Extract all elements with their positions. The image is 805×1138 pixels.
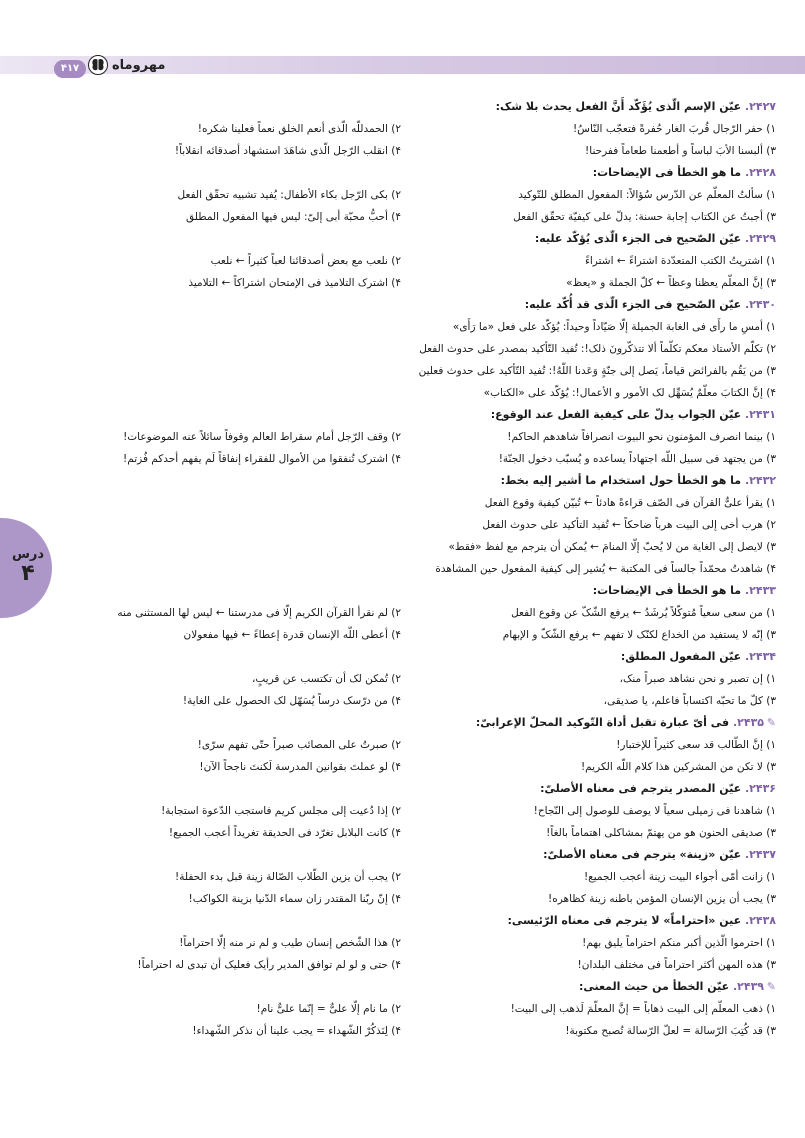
pencil-icon: ✎: [766, 716, 776, 729]
question-number: ۲۴۳۶.: [744, 782, 776, 795]
options-row: [26, 206, 776, 228]
question-q2428: [26, 162, 776, 228]
question-number: ۲۴۲۸.: [744, 166, 776, 179]
answer-option[interactable]: ۴) إنّ ربّنا المقتدر زان سماء الدّنیا بزینة الکواکب!: [188, 893, 401, 905]
pencil-icon: ✎: [766, 980, 776, 993]
question-header: [26, 228, 776, 250]
answer-option[interactable]: ۲) نلعب مع بعض أصدقائنا لعباً کثیراً ← نلعب: [210, 255, 401, 267]
answer-option[interactable]: ۲) إذا دُعیت إلی مجلس کریم فاستجب الدّعوة استجابة!: [161, 805, 401, 817]
brand-name: مهروماه: [112, 58, 166, 73]
answer-option[interactable]: ۳) لا تکن من المشرکین هذا کلام اللّه الکریم!: [580, 761, 776, 773]
answer-option[interactable]: ۲) الحمدللّه الّذی أنعم الخلق نعماً فعلینا شکره!: [197, 123, 401, 135]
answer-option[interactable]: ۴) لو عملتَ بقوانین المدرسة لَکنتَ ناجحاً الآن!: [199, 761, 401, 773]
options-row: [26, 734, 776, 756]
answer-option[interactable]: ۳) ألبسنا الأبَ لباساً و أطعمنا طعاماً ففرحنا!: [585, 145, 776, 157]
options-row: [26, 888, 776, 910]
question-title: عیّن الخطأ من حیث المعنی:: [578, 980, 730, 993]
options-row: [26, 448, 776, 470]
options-row: [26, 536, 776, 558]
answer-option[interactable]: ۴) لِنَذکُرْ الشّهداء = یجب علینا أن نذکر الشّهداء!: [192, 1025, 401, 1037]
question-header: [26, 646, 776, 668]
options-row: [26, 382, 776, 404]
options-row: [26, 272, 776, 294]
question-number: ۲۴۳۲.: [744, 474, 776, 487]
options-row: [26, 140, 776, 162]
question-q2430: [26, 294, 776, 404]
question-header: [26, 580, 776, 602]
question-number: ۲۴۳۴.: [744, 650, 776, 663]
question-q2439: [26, 976, 776, 1042]
answer-option[interactable]: ۱) أمسِ ما رأَی فی الغابة الجمیلة إلّا صَیّاداً وحیداً: یُؤکّد علی فعل «ما رَأَی»: [452, 321, 776, 333]
answer-option[interactable]: ۲) هذا الشّخص إنسان طیب و لم نر منه إلّا احتراماً!: [179, 937, 401, 949]
options-row: [26, 492, 776, 514]
question-title: عیّن «زینة» یترجم فی معناه الأصلیّ:: [543, 848, 742, 861]
question-title: ما هو الخطأ فی الإیضاحات:: [592, 166, 742, 179]
question-number: ۲۴۳۱.: [744, 408, 776, 421]
question-header: [26, 294, 776, 316]
question-number: ۲۴۲۷.: [744, 100, 776, 113]
question-q2427: [26, 96, 776, 162]
options-row: [26, 998, 776, 1020]
options-row: [26, 1020, 776, 1042]
answer-option[interactable]: ۱) إنَّ الطّالب قد سعی کثیراً للإختبار!: [616, 739, 776, 751]
questions-content: [26, 96, 776, 1042]
options-row: [26, 800, 776, 822]
question-q2433: [26, 580, 776, 646]
options-row: [26, 360, 776, 382]
question-q2429: [26, 228, 776, 294]
answer-option[interactable]: ۴) اشترک تُنفقوا من الأموال للفقراء إنفاقاً لَم یفهم أحدکم فُزتم!: [123, 453, 401, 465]
answer-option[interactable]: ۴) شاهدتُ محمّداً جالساً فی المکتبة ← یُشیر إلی کیفیة المفعول حین المشاهدة: [435, 563, 776, 575]
answer-option[interactable]: ۳) من یَقُم بالفرائض قیاماً، یَصل إلی جنّةٍ وَعَدنا اللّهُ!: تُفید التّأکید علی حدوث فعلین: [418, 365, 776, 377]
question-header: [26, 778, 776, 800]
options-row: [26, 822, 776, 844]
answer-option[interactable]: ۴) انقلب الرّجل الّذی شاهَدَ استشهاد أصدقائه انقلاباً!: [174, 145, 401, 157]
question-header: [26, 470, 776, 492]
answer-option[interactable]: ۴) کانت البلابل تغرّد فی الحدیقة تغریداً أعجب الجمیع!: [168, 827, 401, 839]
options-row: [26, 426, 776, 448]
answer-option[interactable]: ۳) من یجتهد فی سبیل اللّه اجتهاداً یساعده و یُسبّب دخول الجنّة!: [498, 453, 776, 465]
answer-option[interactable]: ۳) أجبتُ عن الکتاب إجابة حسنة: یدلّ علی کیفیّة تحقّق الفعل: [513, 211, 776, 223]
lesson-label-text: درس: [11, 547, 45, 562]
options-row: [26, 756, 776, 778]
answer-option[interactable]: ۲) تکلّم الأستاذ معکم تکلّماً ألا تتذکّرونَ ذلک!: تُفید التّأکید بمصدر علی حدوث الفعل: [419, 343, 776, 355]
answer-option[interactable]: ۳) صدیقی الحنون هو من یهتمّ بمشاکلی اهتماماً بالغاً!: [546, 827, 776, 839]
answer-option[interactable]: ۲) تُمکن لک أن تکتسب عن قریبٍ،: [251, 673, 401, 685]
question-title: عیّن الصّحیح فی الجزء الّذی یُؤکّد علیه:: [534, 232, 742, 245]
answer-option[interactable]: ۱) احترموا الّذین أکبر منکم احتراماً یلیق بهم!: [582, 937, 776, 949]
question-number: ۲۴۳۹.: [732, 980, 764, 993]
answer-option[interactable]: ۱) بینما انصرف المؤمنون نحو البیوت انصرافاً شاهدهم الحاکم!: [507, 431, 776, 443]
options-row: [26, 954, 776, 976]
answer-option[interactable]: ۱) حفر الرّجال قُربَ الغار حُفرةً فتعجّب النّاسُ!: [572, 123, 776, 135]
question-q2437: [26, 844, 776, 910]
answer-option[interactable]: ۲) لم نقرأ القرآن الکریم إلّا فی مدرستنا ← لیس لها المستثنی منه: [117, 607, 401, 619]
answer-option[interactable]: ۱) شاهدنا فی زمیلی سعیاً لا یوصف للوصول إلی النّجاح!: [533, 805, 776, 817]
question-title: عیّن الصّحیح فی الجزء الّذی قد أُکّد علیه:: [524, 298, 742, 311]
answer-option[interactable]: ۳) قد کُتِبَ الرّسالة = لعلّ الرّسالة تُصبح مکتوبة!: [565, 1025, 776, 1037]
answer-option[interactable]: ۳) هذه المهن أکثر احتراماً فی مختلف البلدان!: [577, 959, 776, 971]
options-row: [26, 866, 776, 888]
question-number: ۲۴۳۸.: [744, 914, 776, 927]
question-header: [26, 976, 776, 998]
answer-option[interactable]: ۴) اشترک التلامیذ فی الإمتحان اشتراکاً ← التلامیذ: [188, 277, 401, 289]
answer-option[interactable]: ۳) یجب أن یزین الإنسان المؤمن باطنه زینة کظاهره!: [548, 893, 776, 905]
answer-option[interactable]: ۴) حتی و لو لم توافق المدیر رأیک فعلیک أن تبدی له احتراماً!: [137, 959, 401, 971]
answer-option[interactable]: ۱) سألتُ المعلّم عن الدّرس سُؤالاً: المفعول المطلق للتّوکید: [518, 189, 776, 201]
answer-option[interactable]: ۴) أحبُّ محبّة أبی إلیّ: لیس فیها المفعول المطلق: [186, 211, 401, 223]
answer-option[interactable]: ۱) زانت أمّی أجواء البیت زینة أعجب الجمیع!: [583, 871, 776, 883]
answer-option[interactable]: ۴) إنَّ الکتابَ معلّمٌ یُسَهِّل لک الأمور و الأعمال!: یُؤکّد علی «الکتاب»: [483, 387, 776, 399]
answer-option[interactable]: ۲) وقف الرّجل أمام سقراط العالم وقوفاً سائلاً عنه الموضوعات!: [123, 431, 401, 443]
options-row: [26, 514, 776, 536]
options-row: [26, 690, 776, 712]
question-title: عیّن المفعول المطلق:: [620, 650, 742, 663]
answer-option[interactable]: ۳) کلّ ما تحبّه اکتساباً فاعلم، یا صدیقی،: [603, 695, 776, 707]
page-number: ۴۱۷: [54, 60, 86, 78]
question-number: ۲۴۳۵.: [732, 716, 764, 729]
lesson-number: ۴: [21, 561, 35, 586]
answer-option[interactable]: ۱) ذهب المعلّم إلی البیت ذهاباً = إنَّ المعلّمَ لَذهب إلی البیت!: [510, 1003, 776, 1015]
answer-option[interactable]: ۴) من درّسک درساً یُسَهّل لک الحصول علی الغایة!: [182, 695, 401, 707]
question-number: ۲۴۳۰.: [744, 298, 776, 311]
options-row: [26, 668, 776, 690]
options-row: [26, 602, 776, 624]
options-row: [26, 558, 776, 580]
question-header: [26, 844, 776, 866]
question-header: [26, 404, 776, 426]
answer-option[interactable]: ۳) إنَّ المعلّم یعظنا وعظاً ← کلّ الجملة و «یعظ»: [566, 277, 776, 289]
question-title: ما هو الخطأ حول استخدام ما أشیر إلیه بخط:: [500, 474, 742, 487]
answer-option[interactable]: ۱) من سعی سعیاً مُتوکّلاً یُرشَدُ ← یرفع الشّکّ عن وقوع الفعل: [511, 607, 776, 619]
answer-option[interactable]: ۱) یقرأ علیٌّ القرآن فی الصّف قراءةً هادئاً ← تُبیّن کیفیة وقوع الفعل: [484, 497, 776, 509]
question-q2435: [26, 712, 776, 778]
answer-option[interactable]: ۳) لایصل إلی الغایة من لا یُحبّ إلّا المنامَ ← یُمکن أن یترجم مع لفظ «فقط»: [448, 541, 776, 553]
question-q2436: [26, 778, 776, 844]
options-row: [26, 118, 776, 140]
options-row: [26, 184, 776, 206]
answer-option[interactable]: ۱) اشتریتُ الکتب المتعدّدة اشتراءً ← اشتراءً: [584, 255, 776, 267]
question-title: عیّن الجواب یدلّ علی کیفیة الفعل عند الوقوع:: [490, 408, 742, 421]
question-q2438: [26, 910, 776, 976]
answer-option[interactable]: ۴) أعطی اللّه الإنسان قدرة إعطاءً ← فیها مفعولان: [183, 629, 401, 641]
answer-option[interactable]: ۱) إن تصبر و نحن نشاهد صبراً منک،: [619, 673, 776, 685]
question-q2434: [26, 646, 776, 712]
question-header: [26, 162, 776, 184]
question-title: عین «احتراماً» لا یترجم فی معناه الرّئیسی:: [507, 914, 742, 927]
question-title: ما هو الخطأ فی الإیضاحات:: [592, 584, 742, 597]
question-number: ۲۴۳۷.: [744, 848, 776, 861]
answer-option[interactable]: ۲) ما نام إلّا علیٌّ = إنّما علیٌّ نام!: [256, 1003, 401, 1015]
question-title: عیّن المصدر یترجم فی معناه الأصلیّ:: [540, 782, 742, 795]
question-number: ۲۴۳۳.: [744, 584, 776, 597]
question-header: [26, 712, 776, 734]
question-header: [26, 96, 776, 118]
question-title: فی أیّ عبارة تقبل أداة التّوکید المحلّ الإعرابیّ:: [475, 716, 730, 729]
question-header: [26, 910, 776, 932]
question-number: ۲۴۲۹.: [744, 232, 776, 245]
answer-option[interactable]: ۳) إنّه لا یستفید من الخداع لکنّک لا تفهم ← یرفع الشّکّ و الإبهام: [502, 629, 776, 641]
options-row: [26, 316, 776, 338]
answer-option[interactable]: ۲) صبرتُ علی المصائب صبراً حتّی تفهم سرّی!: [197, 739, 401, 751]
butterfly-logo-icon: [88, 55, 108, 75]
options-row: [26, 932, 776, 954]
answer-option[interactable]: ۲) یجب أن یزین الطّلاب الصّالة زینة قبل بدء الحفلة!: [175, 871, 401, 883]
question-q2431: [26, 404, 776, 470]
options-row: [26, 250, 776, 272]
answer-option[interactable]: ۲) هرب أخی إلی البیت هرباً ضاحکاً ← تُفید التأکید علی حدوث الفعل: [482, 519, 776, 531]
question-title: عیّن الإسم الّذی یُؤَکّد أَنَّ الفعل یحدث بلا شک:: [495, 100, 742, 113]
options-row: [26, 338, 776, 360]
answer-option[interactable]: ۲) بکی الرّجل بکاء الأطفال: یُفید تشبیه تحقّق الفعل: [177, 189, 401, 201]
question-q2432: [26, 470, 776, 580]
options-row: [26, 624, 776, 646]
